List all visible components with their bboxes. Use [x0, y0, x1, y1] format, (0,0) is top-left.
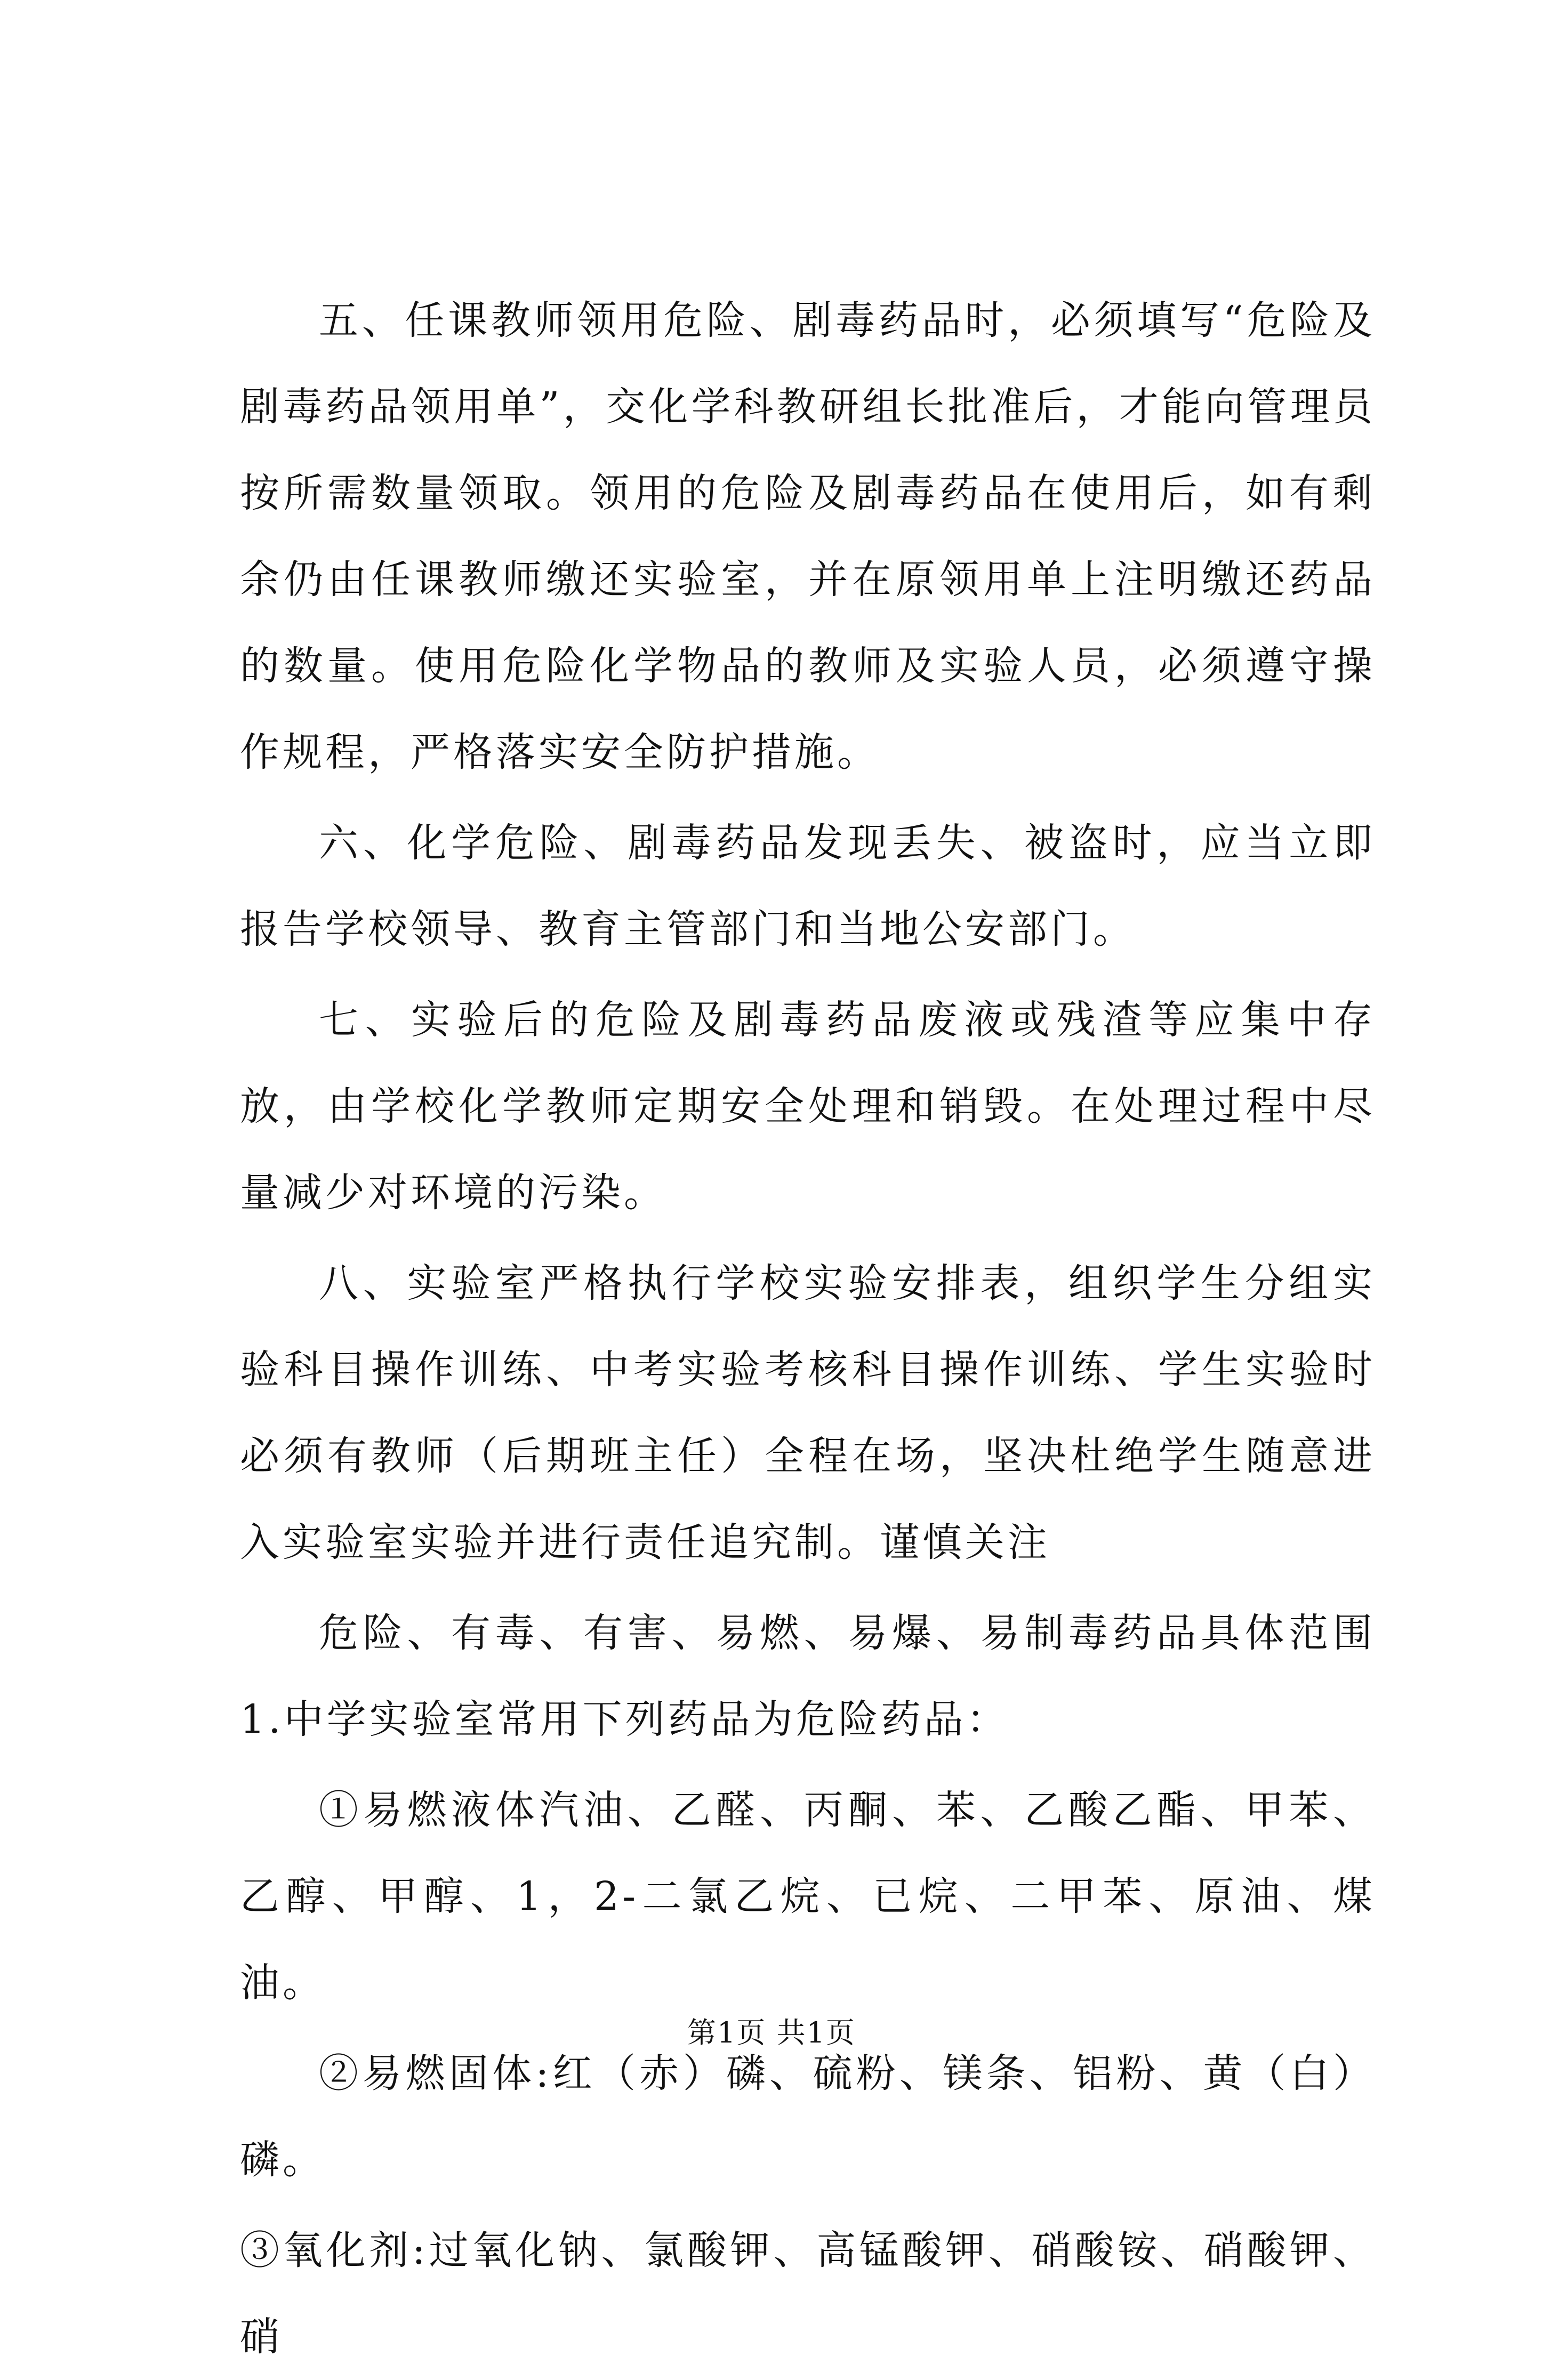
- paragraph-flammable-solids: ②易燃固体:红（赤）磷、硫粉、镁条、铝粉、黄（白）磷。: [240, 2051, 1376, 2183]
- paragraph-six: 六、化学危险、剧毒药品发现丢失、被盗时，应当立即报告学校领导、教育主管部门和当地公安部门。: [240, 820, 1376, 952]
- paragraph-eight: 八、实验室严格执行学校实验安排表，组织学生分组实验科目操作训练、中考实验考核科目操作训练、学生实验时必须有教师（后期班主任）全程在场，坚决杜绝学生随意进入实验室实验并进行责任追究制。谨慎关注: [240, 1260, 1376, 1565]
- paragraph-seven: 七、实验后的危险及剧毒药品废液或残渣等应集中存放，由学校化学教师定期安全处理和销毁。在处理过程中尽量减少对环境的污染。: [240, 997, 1376, 1216]
- paragraph-flammable-liquids: ①易燃液体汽油、乙醛、丙酮、苯、乙酸乙酯、甲苯、乙醇、甲醇、1，2-二氯乙烷、已烷、二甲苯、原油、煤油。: [240, 1787, 1376, 2006]
- paragraph-five: 五、任课教师领用危险、剧毒药品时，必须填写“危险及剧毒药品领用单”，交化学科教研组长批准后，才能向管理员按所需数量领取。领用的危险及剧毒药品在使用后，如有剩余仍由任课教师缴还实验室，并在原领用单上注明缴还药品的数量。使用危险化学物品的教师及实验人员，必须遵守操作规程，严格落实安全防护措施。: [240, 298, 1376, 775]
- document-body: [240, 277, 1376, 2380]
- paragraph-oxidizers: ③氧化剂:过氧化钠、氯酸钾、高锰酸钾、硝酸铵、硝酸钾、硝: [240, 2228, 1376, 2360]
- page-number-footer: 第1页 共1页: [687, 2016, 856, 2049]
- paragraph-hazard-scope: 危险、有毒、有害、易燃、易爆、易制毒药品具体范围1.中学实验室常用下列药品为危险药品：: [240, 1610, 1376, 1742]
